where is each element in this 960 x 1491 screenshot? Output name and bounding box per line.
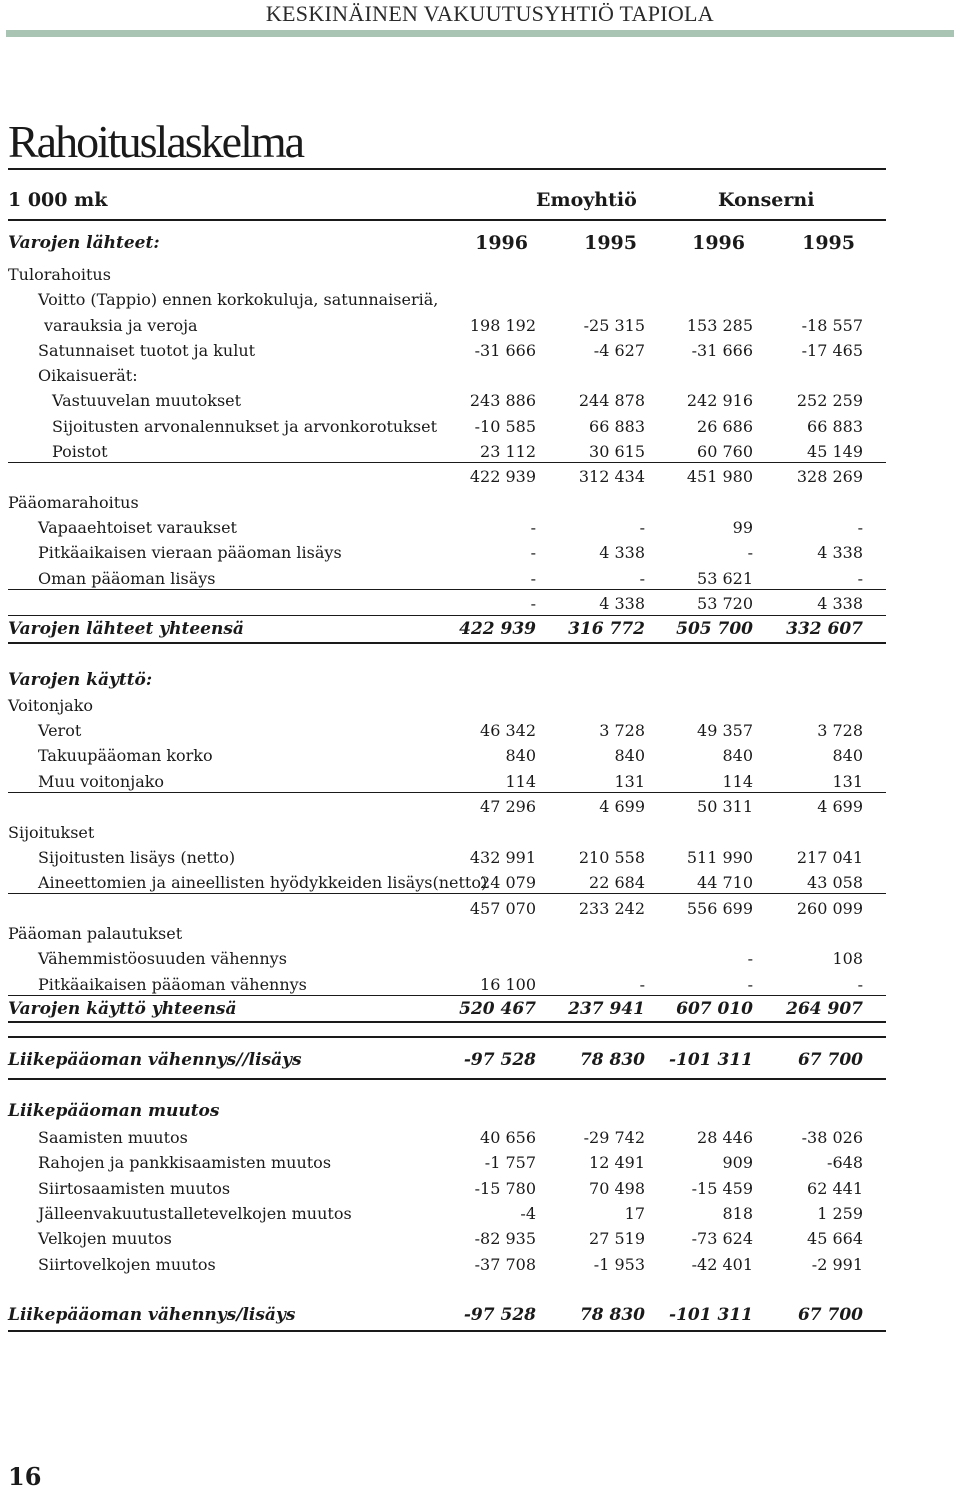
value-parent-1995: -29 742 (583, 1128, 645, 1147)
row-label: Sijoitusten lisäys (netto) (38, 848, 236, 867)
value-group-1996: - (747, 975, 753, 994)
table-row (8, 439, 886, 464)
value-group-1995: 332 607 (786, 619, 863, 639)
table-row (8, 896, 886, 921)
table-row (8, 845, 886, 870)
value-group-1995: 260 099 (796, 899, 863, 918)
value-parent-1995: 840 (614, 746, 645, 765)
page-title: Rahoituslaskelma (8, 116, 304, 167)
table-row (8, 515, 886, 540)
table-rule (8, 995, 886, 996)
value-parent-1995: 4 338 (599, 543, 645, 562)
value-parent-1996: -4 (520, 1204, 536, 1223)
value-parent-1996: 457 070 (469, 899, 536, 918)
value-parent-1996: -31 666 (474, 341, 536, 360)
value-group-1995: 45 664 (807, 1229, 863, 1248)
company-header: KESKINÄINEN VAKUUTUSYHTIÖ TAPIOLA (265, 1, 714, 26)
value-group-1996: -31 666 (691, 341, 753, 360)
table-row (8, 490, 886, 515)
value-parent-1996: 840 (505, 746, 536, 765)
table-row (8, 718, 886, 743)
row-label: Sijoitusten arvonalennukset ja arvonkorotukset (52, 417, 438, 436)
value-group-1996: 53 720 (697, 594, 753, 613)
table-row (8, 1125, 886, 1150)
unit-label: 1 000 mk (8, 189, 108, 211)
value-group-1995: 3 728 (817, 721, 863, 740)
value-parent-1995: 3 728 (599, 721, 645, 740)
value-group-1995: 43 058 (807, 873, 863, 892)
value-group-1995: - (857, 518, 863, 537)
years-row (8, 231, 886, 256)
value-group-1996: 242 916 (686, 391, 753, 410)
table-rule (8, 792, 886, 793)
value-parent-1996: -82 935 (474, 1229, 536, 1248)
sources-heading: Varojen lähteet: (8, 233, 160, 253)
table-rule (8, 589, 886, 590)
value-group-1996: -101 311 (669, 1050, 753, 1070)
value-parent-1995: 78 830 (579, 1305, 645, 1325)
row-label: Jälleenvakuutustalletevelkojen muutos (38, 1204, 352, 1223)
row-label: Varojen käyttö yhteensä (8, 999, 237, 1019)
value-group-1995: 45 149 (807, 442, 863, 461)
value-parent-1996: 40 656 (480, 1128, 536, 1147)
row-label: Siirtovelkojen muutos (38, 1255, 216, 1274)
table-rule (8, 1036, 886, 1038)
table-rule (8, 615, 886, 616)
value-parent-1996: 432 991 (469, 848, 536, 867)
value-group-1996: 556 699 (686, 899, 753, 918)
value-group-1995: -2 991 (811, 1255, 863, 1274)
table-row (8, 1303, 886, 1328)
row-label: Pitkäaikaisen vieraan pääoman lisäys (38, 543, 342, 562)
value-group-1995: 252 259 (796, 391, 863, 410)
page-number: 16 (8, 1462, 42, 1491)
value-group-1996: 909 (722, 1153, 753, 1172)
table-row (8, 388, 886, 413)
value-group-1996: -101 311 (669, 1305, 753, 1325)
value-parent-1995: 210 558 (578, 848, 645, 867)
row-label: Takuupääoman korko (38, 746, 213, 765)
value-group-1995: 264 907 (786, 999, 863, 1019)
value-group-1996: 505 700 (676, 619, 753, 639)
table-rule (8, 1078, 886, 1080)
table-row (8, 820, 886, 845)
table-row (8, 1252, 886, 1277)
value-parent-1995: 316 772 (568, 619, 645, 639)
year-1996-parent: 1996 (475, 232, 528, 254)
value-group-1996: 44 710 (697, 873, 753, 892)
value-group-1996: 818 (722, 1204, 753, 1223)
table-row (8, 693, 886, 718)
value-parent-1996: -15 780 (474, 1179, 536, 1198)
value-parent-1996: 114 (505, 772, 536, 791)
value-parent-1996: 16 100 (480, 975, 536, 994)
header-band (6, 30, 954, 37)
table-rule (8, 1330, 886, 1332)
value-group-1996: 840 (722, 746, 753, 765)
value-parent-1996: 198 192 (469, 316, 536, 335)
value-group-1996: 53 621 (697, 569, 753, 588)
row-label: Sijoitukset (8, 823, 95, 842)
value-parent-1995: 4 699 (599, 797, 645, 816)
row-label: Vapaaehtoiset varaukset (38, 518, 237, 537)
year-1996-group: 1996 (692, 232, 745, 254)
value-group-1996: 49 357 (697, 721, 753, 740)
table-row (8, 1099, 886, 1124)
value-group-1995: 328 269 (796, 467, 863, 486)
value-parent-1996: - (530, 594, 536, 613)
value-parent-1996: 422 939 (459, 619, 536, 639)
row-label: Pitkäaikaisen pääoman vähennys (38, 975, 307, 994)
table-row (8, 1176, 886, 1201)
value-parent-1995: 70 498 (589, 1179, 645, 1198)
value-group-1996: 50 311 (697, 797, 753, 816)
value-group-1996: 153 285 (686, 316, 753, 335)
value-group-1995: 67 700 (797, 1050, 863, 1070)
value-group-1996: - (747, 543, 753, 562)
table-row (8, 363, 886, 388)
value-parent-1996: -37 708 (474, 1255, 536, 1274)
value-parent-1995: 312 434 (578, 467, 645, 486)
value-group-1995: 131 (832, 772, 863, 791)
value-parent-1996: - (530, 569, 536, 588)
value-parent-1995: 237 941 (568, 999, 645, 1019)
table-row (8, 566, 886, 591)
value-parent-1996: -97 528 (463, 1305, 536, 1325)
row-label: Pääoman palautukset (8, 924, 183, 943)
year-1995-group: 1995 (802, 232, 855, 254)
value-group-1995: 62 441 (807, 1179, 863, 1198)
value-group-1995: 4 338 (817, 594, 863, 613)
row-label: Voitto (Tappio) ennen korkokuluja, satunnaiseriä, (38, 290, 439, 309)
row-label: Vastuuvelan muutokset (52, 391, 242, 410)
value-group-1996: 60 760 (697, 442, 753, 461)
table-row (8, 414, 886, 439)
row-label: varauksia ja veroja (44, 316, 198, 335)
table-row (8, 338, 886, 363)
table-row (8, 870, 886, 895)
value-parent-1996: 422 939 (469, 467, 536, 486)
table-row (8, 262, 886, 287)
row-label: Vähemmistöosuuden vähennys (38, 949, 287, 968)
row-label: Velkojen muutos (38, 1229, 172, 1248)
value-parent-1995: 30 615 (589, 442, 645, 461)
table-row (8, 769, 886, 794)
value-parent-1995: 78 830 (579, 1050, 645, 1070)
value-parent-1995: - (639, 569, 645, 588)
value-group-1995: 108 (832, 949, 863, 968)
value-group-1996: 28 446 (697, 1128, 753, 1147)
value-group-1996: 511 990 (686, 848, 753, 867)
value-group-1996: 607 010 (676, 999, 753, 1019)
value-parent-1995: - (639, 518, 645, 537)
table-row (8, 946, 886, 971)
value-parent-1996: 46 342 (480, 721, 536, 740)
value-parent-1995: 27 519 (589, 1229, 645, 1248)
row-label: Oikaisuerät: (38, 366, 138, 385)
value-parent-1995: -25 315 (583, 316, 645, 335)
row-label: Satunnaiset tuotot ja kulut (38, 341, 256, 360)
table-row (8, 287, 886, 312)
value-parent-1996: - (530, 518, 536, 537)
value-group-1995: - (857, 975, 863, 994)
row-label: Saamisten muutos (38, 1128, 188, 1147)
value-parent-1995: -4 627 (593, 341, 645, 360)
value-parent-1996: -1 757 (484, 1153, 536, 1172)
row-label: Muu voitonjako (38, 772, 165, 791)
value-parent-1995: 244 878 (578, 391, 645, 410)
rule-top (8, 168, 886, 170)
row-label: Voitonjako (8, 696, 94, 715)
year-1995-parent: 1995 (584, 232, 637, 254)
value-group-1995: 1 259 (817, 1204, 863, 1223)
value-group-1996: 451 980 (686, 467, 753, 486)
value-group-1995: 217 041 (796, 848, 863, 867)
row-label: Poistot (52, 442, 108, 461)
value-group-1995: -17 465 (801, 341, 863, 360)
table-row (8, 743, 886, 768)
value-parent-1995: - (639, 975, 645, 994)
row-label: Rahojen ja pankkisaamisten muutos (38, 1153, 332, 1172)
table-row (8, 464, 886, 489)
value-group-1996: -42 401 (691, 1255, 753, 1274)
value-group-1995: 66 883 (807, 417, 863, 436)
rule-head (8, 219, 886, 221)
value-parent-1995: 131 (614, 772, 645, 791)
row-label: Oman pääoman lisäys (38, 569, 216, 588)
value-parent-1996: 243 886 (469, 391, 536, 410)
value-group-1995: 67 700 (797, 1305, 863, 1325)
value-group-1996: 99 (732, 518, 753, 537)
value-group-1996: 26 686 (697, 417, 753, 436)
row-label: Verot (38, 721, 82, 740)
row-label: Varojen lähteet yhteensä (8, 619, 244, 639)
column-group-header (8, 188, 886, 213)
value-group-1996: -15 459 (691, 1179, 753, 1198)
table-row (8, 794, 886, 819)
value-parent-1995: 17 (624, 1204, 645, 1223)
row-label: Aineettomien ja aineellisten hyödykkeiden lisäys(netto) (38, 873, 488, 892)
value-parent-1995: 22 684 (589, 873, 645, 892)
value-parent-1995: 233 242 (578, 899, 645, 918)
table-rule (8, 1021, 886, 1023)
value-parent-1995: 4 338 (599, 594, 645, 613)
value-parent-1996: -97 528 (463, 1050, 536, 1070)
value-parent-1996: -10 585 (474, 417, 536, 436)
table-row (8, 1201, 886, 1226)
table-rule (8, 462, 886, 463)
value-parent-1995: 12 491 (589, 1153, 645, 1172)
table-rule (8, 893, 886, 894)
row-label: Tulorahoitus (8, 265, 111, 284)
group-parent-label: Emoyhtiö (536, 189, 637, 211)
row-label: Varojen käyttö: (8, 670, 153, 690)
value-group-1995: 840 (832, 746, 863, 765)
value-parent-1996: 520 467 (459, 999, 536, 1019)
value-group-1995: 4 699 (817, 797, 863, 816)
value-group-1996: - (747, 949, 753, 968)
table-row (8, 540, 886, 565)
table-row (8, 591, 886, 616)
row-label: Pääomarahoitus (8, 493, 139, 512)
value-parent-1995: -1 953 (593, 1255, 645, 1274)
value-parent-1996: 23 112 (480, 442, 536, 461)
value-group-1996: -73 624 (691, 1229, 753, 1248)
value-group-1995: -38 026 (801, 1128, 863, 1147)
table-rule (8, 642, 886, 644)
table-row (8, 1226, 886, 1251)
value-parent-1995: 66 883 (589, 417, 645, 436)
table-row (8, 972, 886, 997)
value-group-1995: -648 (827, 1153, 863, 1172)
table-row (8, 668, 886, 693)
value-group-1995: -18 557 (801, 316, 863, 335)
row-label: Liikepääoman vähennys//lisäys (8, 1050, 302, 1070)
table-row (8, 617, 886, 642)
group-consolidated-label: Konserni (718, 189, 815, 211)
row-label: Liikepääoman muutos (8, 1101, 220, 1121)
value-group-1995: 4 338 (817, 543, 863, 562)
table-row (8, 313, 886, 338)
value-parent-1996: 47 296 (480, 797, 536, 816)
table-row (8, 1150, 886, 1175)
table-row (8, 1048, 886, 1073)
value-parent-1996: 24 079 (480, 873, 536, 892)
value-group-1995: - (857, 569, 863, 588)
value-parent-1996: - (530, 543, 536, 562)
row-label: Liikepääoman vähennys/lisäys (8, 1305, 296, 1325)
row-label: Siirtosaamisten muutos (38, 1179, 231, 1198)
value-group-1996: 114 (722, 772, 753, 791)
table-row (8, 997, 886, 1022)
table-row (8, 921, 886, 946)
